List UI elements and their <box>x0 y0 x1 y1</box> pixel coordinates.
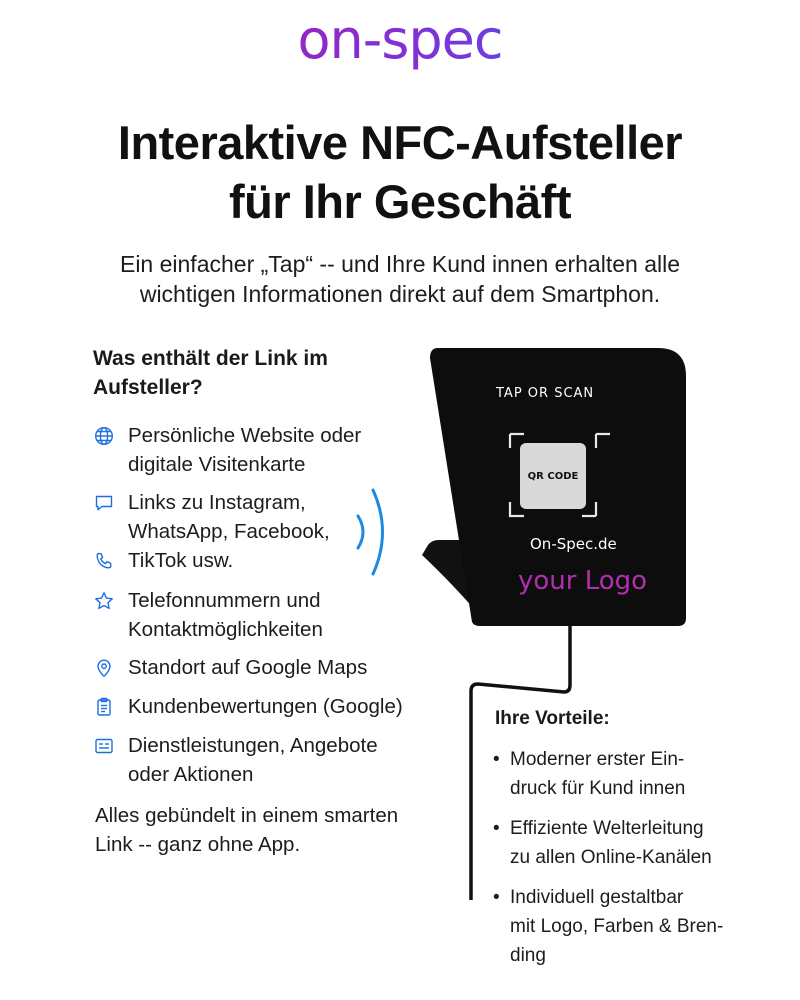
summary-line-1: Alles gebündelt in einem smarten <box>95 804 399 827</box>
stand-logo-placeholder: your Logo <box>518 566 648 596</box>
feature-line: Standort auf Google Maps <box>128 656 368 679</box>
qr-code-placeholder: QR CODE <box>520 443 586 509</box>
bullet-icon: • <box>493 887 500 908</box>
benefit-line: mit Logo, Farben & Bren- <box>510 916 724 937</box>
stand-url: On-Spec.de <box>530 535 617 553</box>
brand-logo: on-spec <box>0 2 800 78</box>
stand-tap-label: TAP OR SCAN <box>496 386 595 401</box>
review-clipboard-icon <box>94 697 114 717</box>
feature-line: Telefonnummern und <box>128 589 321 612</box>
page-subline <box>60 249 740 309</box>
benefit-line: Effiziente Welterleitung <box>510 818 704 839</box>
bullet-icon: • <box>493 818 500 839</box>
benefit-line: Moderner erster Ein- <box>510 749 685 770</box>
benefit-line: druck für Kund innen <box>510 778 686 799</box>
benefit-line: Individuell gestaltbar <box>510 887 684 908</box>
bullet-icon: • <box>493 749 500 770</box>
globe-icon <box>94 426 114 446</box>
location-pin-icon <box>94 658 114 678</box>
feature-line: digitale Visitenkarte <box>128 453 306 476</box>
headline-line-1: Interaktive NFC-Aufsteller <box>117 116 683 169</box>
feature-line: Persönliche Website oder <box>128 424 362 447</box>
chat-bubble-icon <box>94 493 114 513</box>
headline-line-2: für Ihr Geschäft <box>229 175 571 228</box>
feature-line: Kundenbewertungen (Google) <box>128 695 403 718</box>
page-headline <box>0 113 800 231</box>
features-title: Was enthält der Link im Aufsteller? <box>93 347 328 399</box>
subline-line-2: wichtigen Informationen direkt auf dem Smartphon. <box>139 281 661 307</box>
feature-line: WhatsApp, Facebook, <box>128 520 330 543</box>
star-icon <box>94 591 114 611</box>
feature-line: TikTok usw. <box>128 549 234 572</box>
feature-line: Dienstleistungen, Angebote <box>128 734 378 757</box>
feature-line: Kontaktmöglichkeiten <box>128 618 323 641</box>
summary-line-2: Link -- ganz ohne App. <box>95 833 301 856</box>
feature-line: Links zu Instagram, <box>128 491 306 514</box>
benefit-line: ding <box>510 945 546 966</box>
id-card-icon <box>94 736 114 756</box>
subline-line-1: Ein einfacher „Tap“ -- und Ihre Kund innen erhalten alle <box>119 251 680 277</box>
benefit-line: zu allen Online-Kanälen <box>510 847 712 868</box>
phone-icon <box>94 551 114 571</box>
feature-line: oder Aktionen <box>128 763 254 786</box>
benefits-title: Ihre Vorteile: <box>495 708 610 729</box>
